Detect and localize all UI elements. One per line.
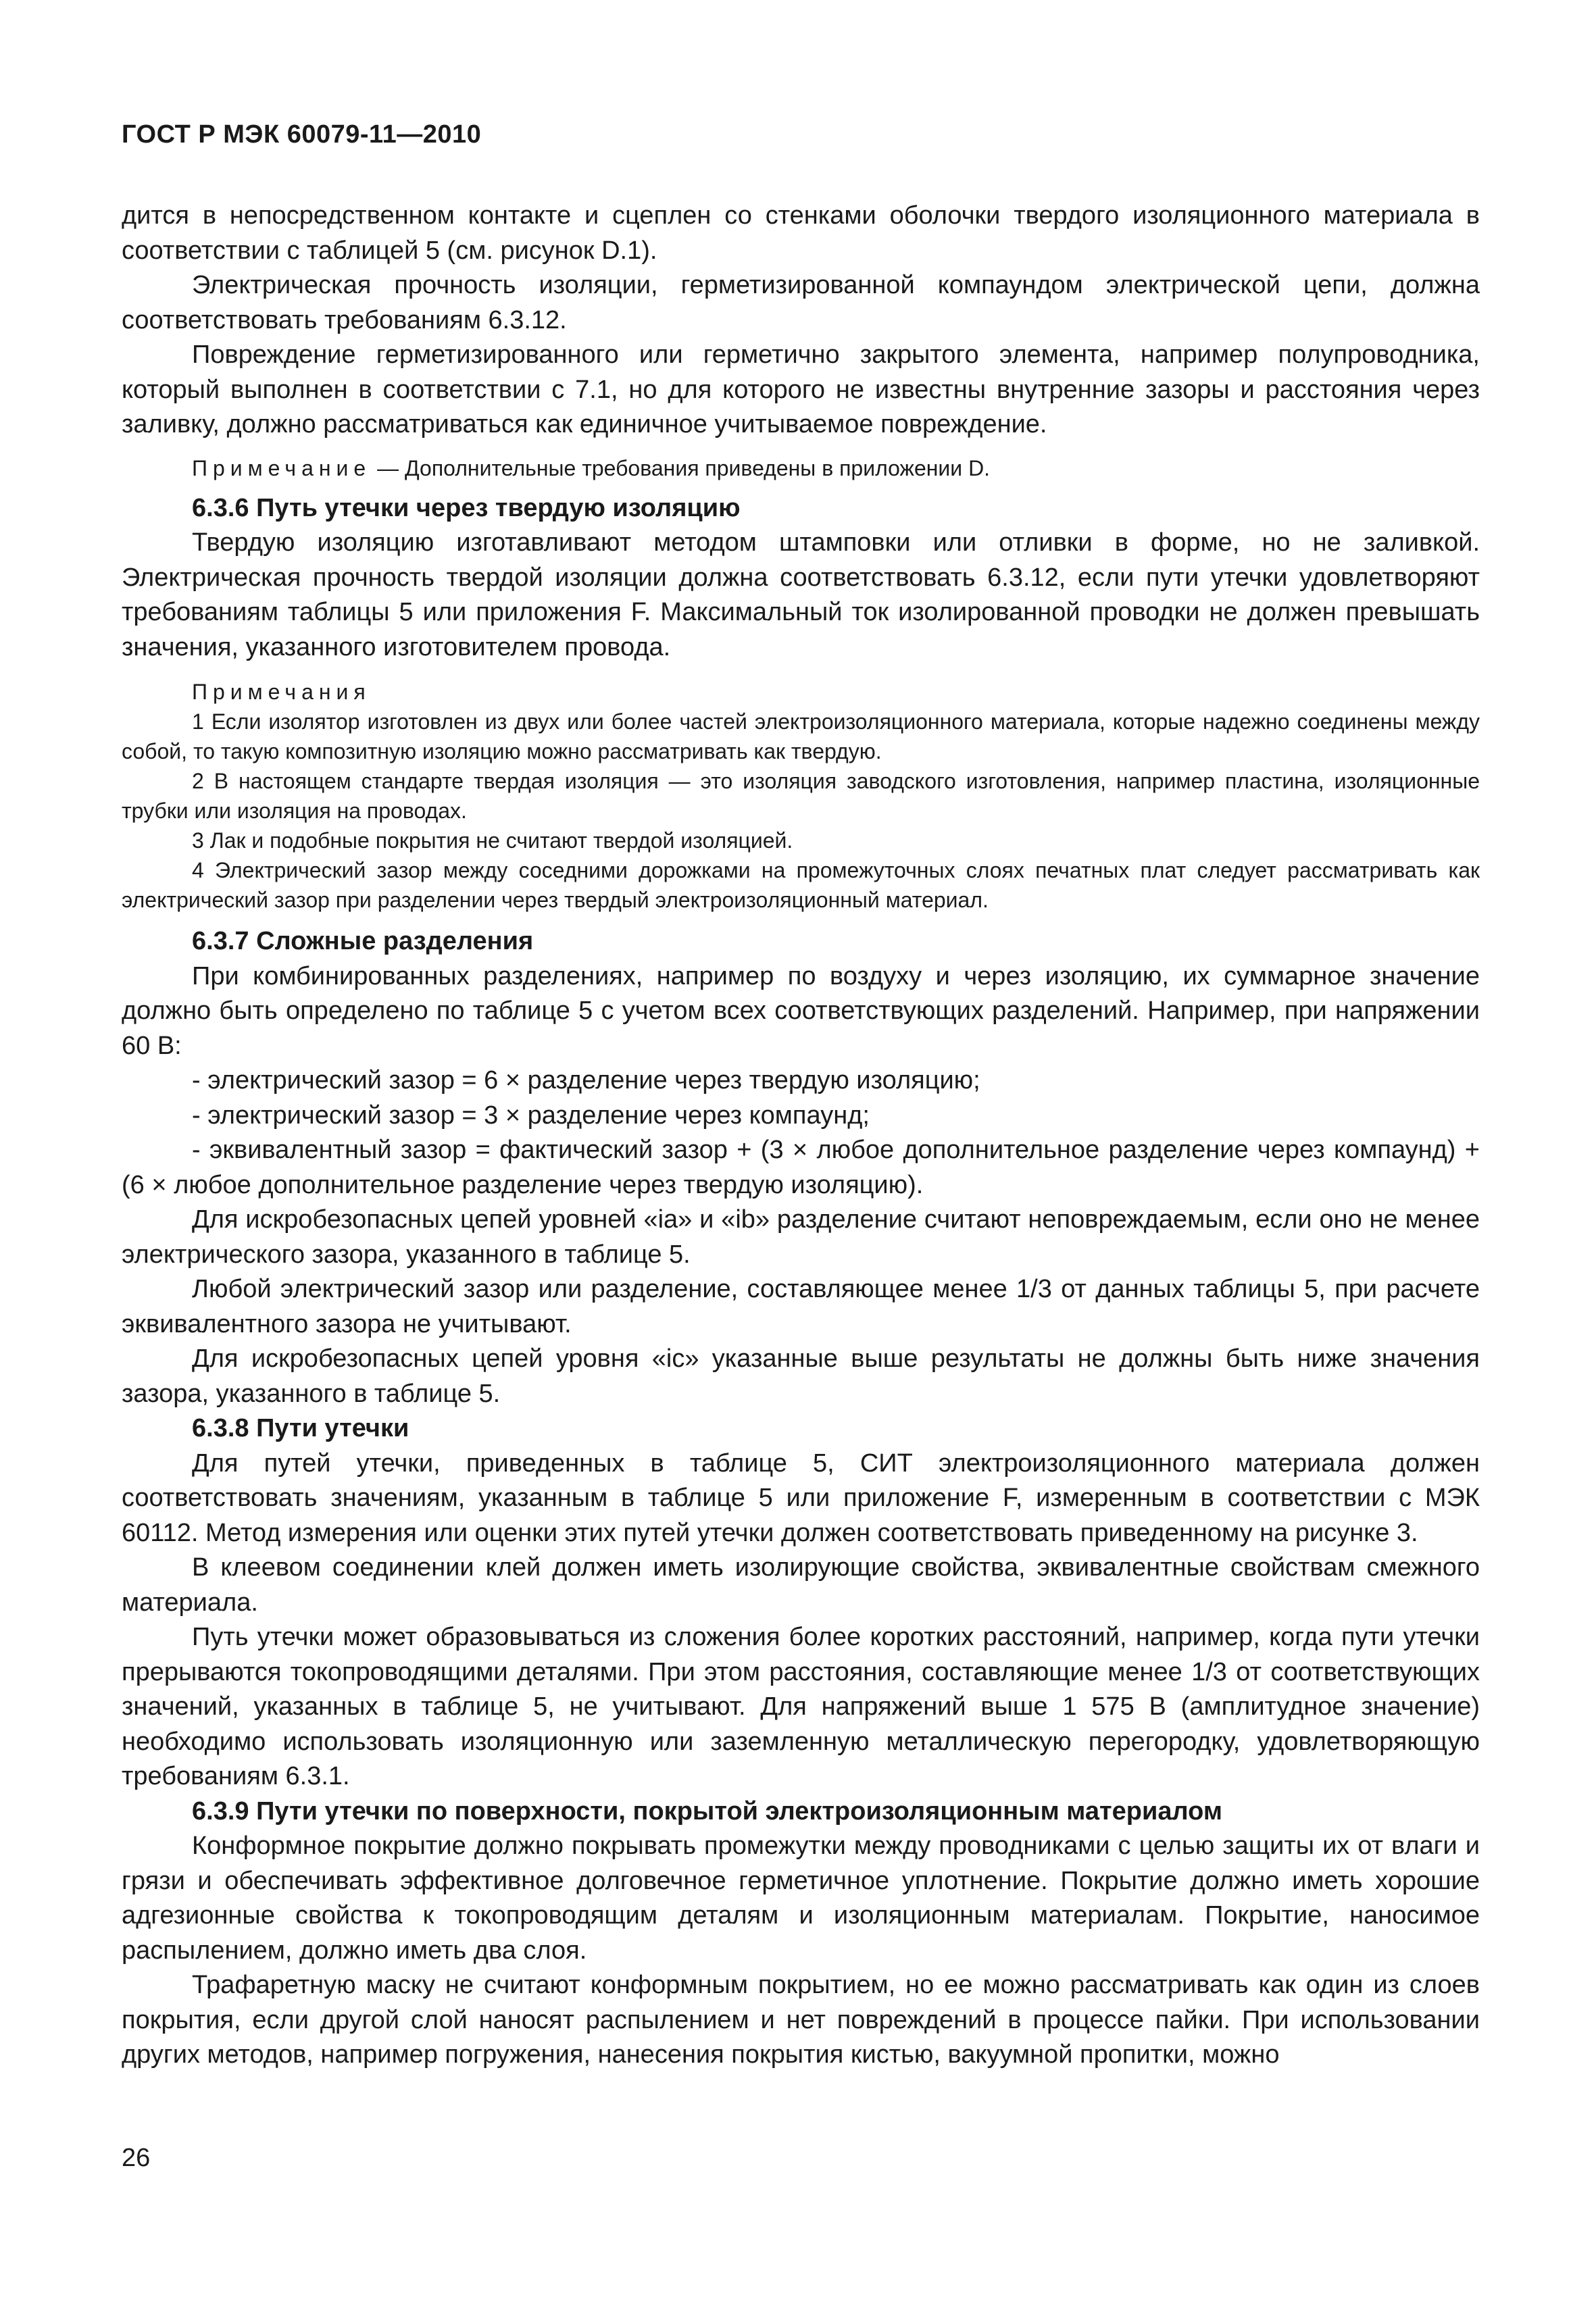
paragraph: В клеевом соединении клей должен иметь изолирующие свойства, эквивалентные свойствам смежного материала. [122,1553,1480,1617]
paragraph: Для искробезопасных цепей уровня «ic» указанные выше результаты не должны быть ниже значения зазора, указанного в таблице 5. [122,1344,1480,1408]
section-heading-6-3-7: 6.3.7 Сложные разделения [192,927,534,955]
page-number: 26 [122,2144,151,2172]
paragraph: При комбинированных разделениях, например по воздуху и через изоляцию, их суммарное значение должно быть определено по таблице 5 с учетом всех соответствующих разделений. Например, при напряжении 60 В: [122,961,1480,1060]
paragraph: Конформное покрытие должно покрывать промежутки между проводниками с целью защиты их от влаги и грязи и обеспечивать эффективное долговечное герметичное уплотнение. Покрытие должно иметь хорошие адгезионные свойства к токопроводящим деталям и изоляционным материалам. Покрытие, наносимое распылением, должно иметь два слоя. [122,1832,1480,1965]
paragraph: Путь утечки может образовываться из сложения более коротких расстояний, например, когда пути утечки прерываются токопроводящими деталями. При этом расстояния, составляющие менее 1/3 от соответствующих значений, указанных в таблице 5, не учитывают. Для напряжений выше 1 575 В (амплитудное значение) необходимо использовать изоляционную или заземленную металлическую перегородку, удовлетворяющую требованиям 6.3.1. [122,1623,1480,1790]
paragraph: Для путей утечки, приведенных в таблице 5, СИТ электроизоляционного материала должен соответствовать значениям, указанным в таблице 5 или приложение F, измеренным в соответствии с МЭК 60112. Метод измерения или оценки этих путей утечки должен соответствовать приведенному на рисунке 3. [122,1449,1480,1547]
paragraph: Трафаретную маску не считают конформным покрытием, но ее можно рассматривать как один из слоев покрытия, если другой слой наносят распылением и нет повреждений в процессе пайки. При использовании других методов, например погружения, нанесения покрытия кистью, вакуумной пропитки, можно [122,1971,1480,2069]
notes-title: Примечания [192,680,371,704]
note-item: 3 Лак и подобные покрытия не считают твердой изоляцией. [192,828,793,853]
note-item: 2 В настоящем стандарте твердая изоляция — это изоляция заводского изготовления, например пластина, изоляционные трубки или изоляция на проводах. [122,769,1480,823]
note-text: — Дополнительные требования приведены в приложении D. [377,455,991,480]
note-item: 1 Если изолятор изготовлен из двух или более частей электроизоляционного материала, которые надежно соединены между собой, то такую композитную изоляцию можно рассматривать как твердую. [122,709,1480,763]
note-item: 4 Электрический зазор между соседними дорожками на промежуточных слоях печатных плат следует рассматривать как электрический зазор при разделении через твердый электроизоляционный материал. [122,858,1480,912]
paragraph: Повреждение герметизированного или герметично закрытого элемента, например полупроводника, который выполнен в соответствии с 7.1, но для которого не известны внутренние зазоры и расстояния через заливку, должно рассматриваться как единичное учитываемое повреждение. [122,341,1480,438]
paragraph: Электрическая прочность изоляции, герметизированной компаундом электрической цепи, должна соответствовать требованиям 6.3.12. [122,271,1480,334]
list-item: - электрический зазор = 6 × разделение через твердую изоляцию; [192,1066,980,1095]
note [122,453,1480,483]
note-label: Примечание [192,455,372,480]
list-item: - эквивалентный зазор = фактический зазор + (3 × любое дополнительное разделение через компаунд) + (6 × любое дополнительное разделение через твердую изоляцию). [122,1136,1480,1199]
section-heading-6-3-8: 6.3.8 Пути утечки [192,1414,409,1442]
list-item: - электрический зазор = 3 × разделение через компаунд; [192,1101,870,1130]
section-heading-6-3-6: 6.3.6 Путь утечки через твердую изоляцию [192,493,741,522]
paragraph: Любой электрический зазор или разделение, составляющее менее 1/3 от данных таблицы 5, при расчете эквивалентного зазора не учитывают. [122,1275,1480,1338]
paragraph: Твердую изоляцию изготавливают методом штамповки или отливки в форме, но не заливкой. Электрическая прочность твердой изоляции должна соответствовать 6.3.12, если пути утечки удовлетворяют требованиям таблицы 5 или приложения F. Максимальный ток изолированной проводки не должен превышать значения, указанного изготовителем провода. [122,528,1480,661]
paragraph-continuation: дится в непосредственном контакте и сцеплен со стенками оболочки твердого изоляционного материала в соответствии с таблицей 5 (см. рисунок D.1). [122,201,1480,265]
document-header: ГОСТ Р МЭК 60079-11—2010 [122,120,482,149]
paragraph: Для искробезопасных цепей уровней «ia» и «ib» разделение считают неповреждаемым, если оно не менее электрического зазора, указанного в таблице 5. [122,1205,1480,1269]
document-body [122,199,1480,2073]
section-heading-6-3-9: 6.3.9 Пути утечки по поверхности, покрытой электроизоляционным материалом [192,1796,1222,1826]
